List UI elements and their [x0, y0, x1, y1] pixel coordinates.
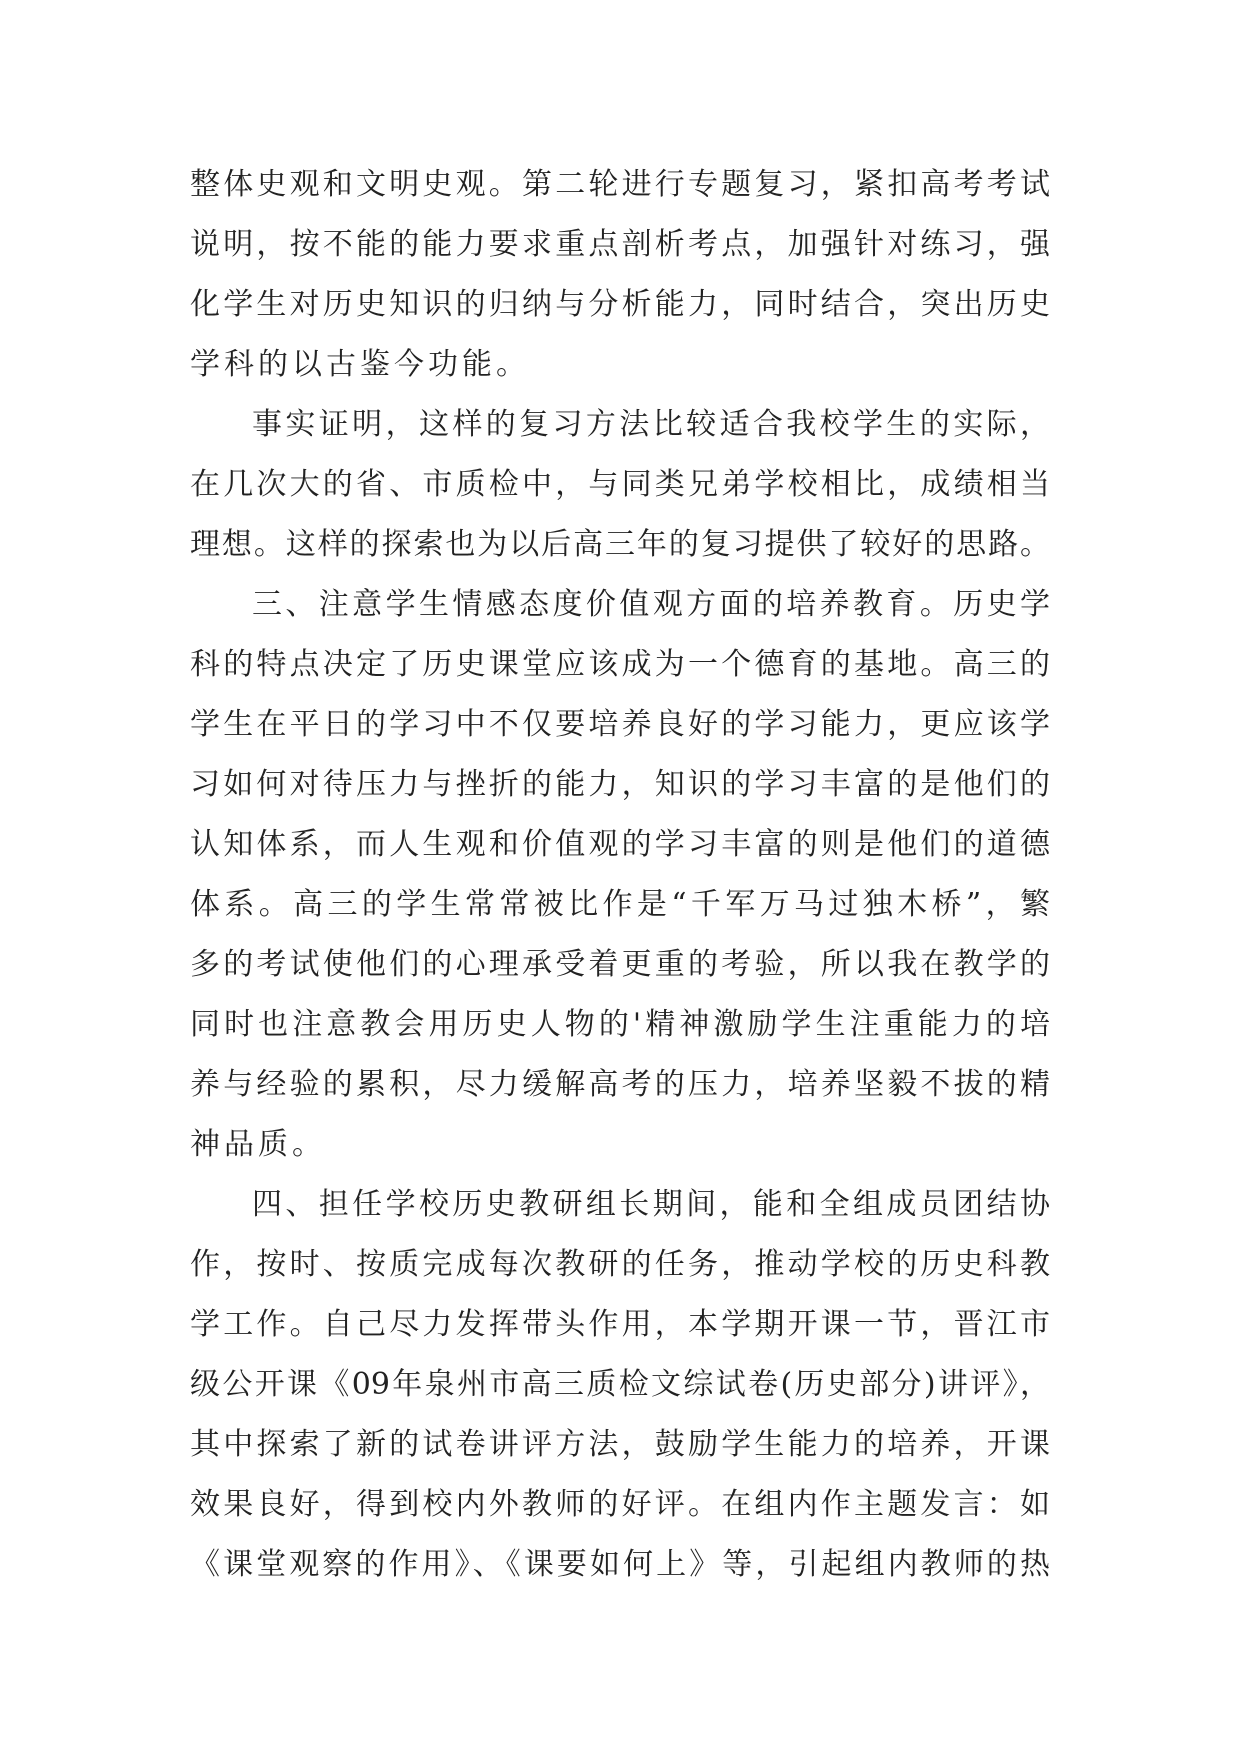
- document-body: [190, 155, 1050, 1595]
- text-line: 学科的以古鉴今功能。: [190, 347, 530, 382]
- text-line: 科的特点决定了历史课堂应该成为一个德育的基地。高三的: [190, 647, 1050, 682]
- text-line: 学生在平日的学习中不仅要培养良好的学习能力，更应该学: [190, 707, 1050, 742]
- text-line: 认知体系，而人生观和价值观的学习丰富的则是他们的道德: [190, 827, 1050, 862]
- text-line: 体系。高三的学生常常被比作是“千军万马过独木桥”，繁: [190, 887, 1050, 922]
- text-line: 养与经验的累积，尽力缓解高考的压力，培养坚毅不拔的精: [190, 1067, 1050, 1102]
- text-line: 学工作。自己尽力发挥带头作用，本学期开课一节，晋江市: [190, 1307, 1050, 1342]
- text-line: 效果良好，得到校内外教师的好评。在组内作主题发言：如: [190, 1487, 1050, 1522]
- text-line: 说明，按不能的能力要求重点剖析考点，加强针对练习，强: [190, 227, 1050, 262]
- paragraph-first-line: 四、担任学校历史教研组长期间，能和全组成员团结协: [252, 1187, 1050, 1222]
- text-line: 其中探索了新的试卷讲评方法，鼓励学生能力的培养，开课: [190, 1427, 1050, 1462]
- paragraph-first-line: 三、注意学生情感态度价值观方面的培养教育。历史学: [252, 587, 1050, 622]
- text-line: 同时也注意教会用历史人物的'精神激励学生注重能力的培: [190, 1007, 1050, 1042]
- text-line: 化学生对历史知识的归纳与分析能力，同时结合，突出历史: [190, 287, 1050, 322]
- text-line: 多的考试使他们的心理承受着更重的考验，所以我在教学的: [190, 947, 1050, 982]
- text-line: 级公开课《09年泉州市高三质检文综试卷(历史部分)讲评》，: [190, 1367, 1050, 1402]
- text-line: 习如何对待压力与挫折的能力，知识的学习丰富的是他们的: [190, 767, 1050, 802]
- text-line: 《课堂观察的作用》、《课要如何上》等，引起组内教师的热: [190, 1547, 1050, 1582]
- text-line: 神品质。: [190, 1127, 326, 1162]
- text-line: 作，按时、按质完成每次教研的任务，推动学校的历史科教: [190, 1247, 1050, 1282]
- paragraph-first-line: 事实证明，这样的复习方法比较适合我校学生的实际，: [252, 407, 1050, 442]
- text-line: 理想。这样的探索也为以后高三年的复习提供了较好的思路。: [190, 527, 1050, 562]
- text-line: 整体史观和文明史观。第二轮进行专题复习，紧扣高考考试: [190, 167, 1050, 202]
- text-line: 在几次大的省、市质检中，与同类兄弟学校相比，成绩相当: [190, 467, 1050, 502]
